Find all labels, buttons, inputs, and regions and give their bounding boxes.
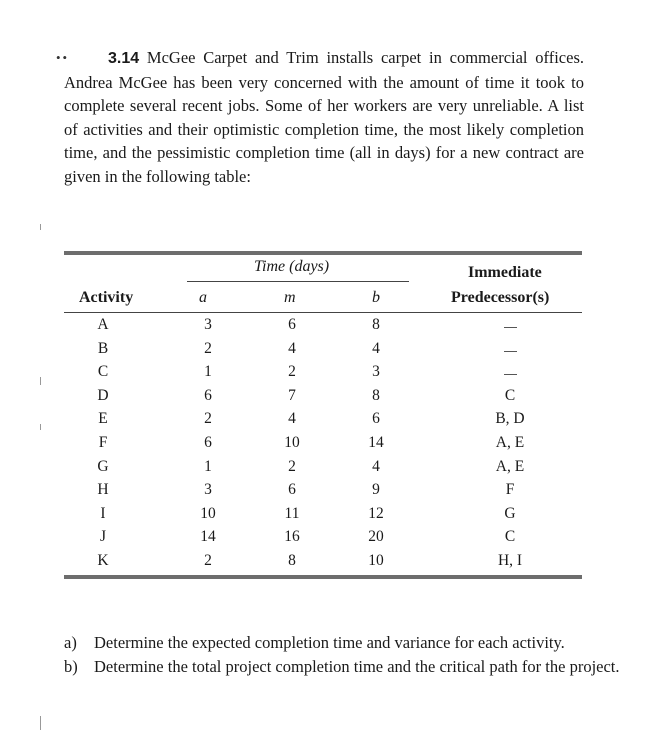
activity-cell: J — [99, 528, 107, 546]
margin-mark — [40, 424, 41, 430]
m-cell: 11 — [284, 504, 300, 522]
a-cell: 1 — [204, 457, 212, 475]
b-cell: 3 — [372, 363, 380, 381]
predecessor-cell: A, E — [495, 434, 525, 451]
m-cell: 4 — [288, 339, 296, 357]
m-cell: 16 — [284, 528, 300, 546]
question-text: Determine the expected completion time and variance for each activity. — [94, 633, 565, 652]
m-header: m — [284, 289, 296, 306]
predecessor-cell: F — [505, 481, 515, 499]
table-bottom-rule — [64, 575, 582, 579]
b-cell: 10 — [368, 552, 384, 569]
question-letter: b) — [64, 656, 78, 676]
b-cell: 8 — [372, 386, 380, 404]
predecessor-header-line2: Predecessor(s) — [451, 289, 550, 306]
activity-header: Activity — [79, 289, 134, 306]
m-cell: 6 — [288, 481, 296, 499]
a-cell: 3 — [204, 481, 212, 499]
m-cell: 2 — [288, 363, 296, 381]
b-header: b — [372, 289, 380, 306]
b-cell: 4 — [372, 457, 380, 475]
activity-cell: C — [97, 363, 109, 381]
a-cell: 3 — [204, 316, 212, 333]
b-cell: 20 — [368, 528, 384, 546]
predecessor-cell: C — [504, 386, 516, 404]
predecessor-cell: B, D — [495, 410, 525, 428]
problem-statement — [56, 46, 584, 189]
b-cell: 14 — [368, 434, 384, 451]
difficulty-marker: •• — [56, 50, 70, 65]
activity-cell: B — [97, 339, 109, 357]
a-cell: 2 — [204, 339, 212, 357]
b-cell: 4 — [372, 339, 380, 357]
m-cell: 2 — [288, 457, 296, 475]
question-letter: a) — [64, 633, 77, 652]
activity-cell: D — [97, 386, 109, 404]
margin-mark — [40, 224, 41, 230]
margin-mark — [40, 716, 41, 730]
activity-cell: H — [97, 481, 109, 499]
a-header: a — [199, 289, 207, 306]
time-days-header: Time (days) — [254, 258, 330, 275]
problem-number: 3.14 — [108, 50, 140, 67]
a-cell: 6 — [204, 434, 212, 451]
header-bottom-rule — [64, 312, 582, 313]
a-cell: 10 — [200, 504, 216, 522]
b-cell: 8 — [372, 316, 380, 333]
margin-mark — [40, 377, 41, 385]
m-cell: 8 — [288, 552, 296, 569]
question-text: Determine the total project completion time and the critical path for the project. — [94, 656, 620, 676]
m-cell: 4 — [288, 410, 296, 428]
a-cell: 2 — [204, 410, 212, 428]
predecessor-header-line1: Immediate — [468, 264, 542, 281]
activity-cell: K — [97, 552, 109, 569]
predecessor-cell: G — [504, 504, 516, 522]
no-predecessor-dash — [504, 374, 517, 375]
activity-cell: I — [100, 504, 106, 522]
a-cell: 1 — [204, 363, 212, 381]
no-predecessor-dash — [504, 327, 517, 328]
question-b — [64, 655, 624, 679]
problem-text: McGee Carpet and Trim installs carpet in commercial offices. Andrea McGee has been very concerned with the amount of time it took to complete several recent jobs. Some of her workers are very unreliable. A list of activities and their optimistic completion time, the most likely completion time, and the pessimistic completion time (all in days) for a new contract are given in the following table: — [64, 48, 584, 186]
no-predecessor-dash — [504, 351, 517, 352]
questions — [64, 631, 624, 678]
m-cell: 7 — [288, 386, 296, 404]
a-cell: 14 — [200, 528, 216, 546]
b-cell: 12 — [368, 504, 384, 522]
predecessor-cell: H, I — [497, 552, 523, 569]
m-cell: 10 — [284, 434, 300, 451]
predecessor-cell: C — [504, 528, 516, 546]
m-cell: 6 — [288, 316, 296, 333]
activity-cell: F — [98, 434, 108, 451]
question-a — [64, 631, 624, 655]
activity-cell: A — [97, 316, 109, 333]
activity-cell: G — [97, 457, 109, 475]
a-cell: 6 — [204, 386, 212, 404]
b-cell: 6 — [372, 410, 380, 428]
predecessor-cell: A, E — [495, 457, 525, 475]
table-top-rule — [64, 251, 582, 255]
time-group-rule — [187, 281, 409, 282]
a-cell: 2 — [204, 552, 212, 569]
b-cell: 9 — [372, 481, 380, 499]
activity-cell: E — [98, 410, 108, 428]
